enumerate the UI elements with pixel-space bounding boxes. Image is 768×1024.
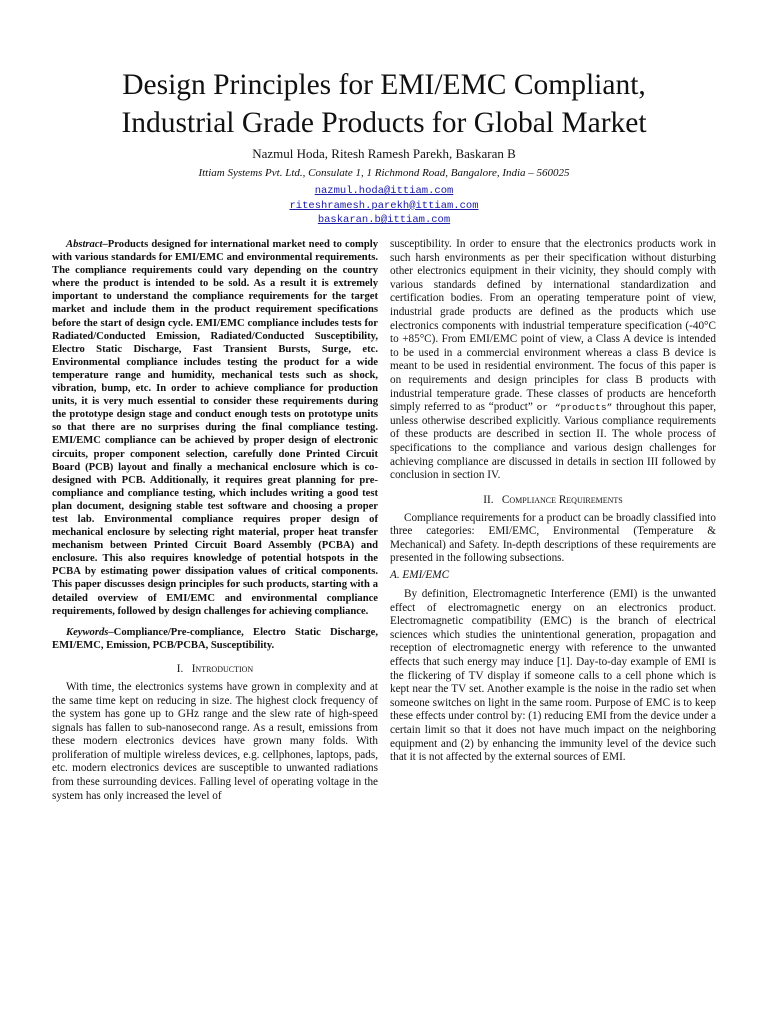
left-column <box>52 238 378 803</box>
section-number: II. <box>483 493 494 506</box>
keywords <box>52 626 378 652</box>
emi-emc-paragraph: By definition, Electromagnetic Interference (EMI) is the unwanted effect of electromagnetic energy on an electronics product. Electromagnetic compatibility (EMC) is the branch of electrical sciences which studies the unintentional generation, propagation and reception of electromagnetic energy with reference to the unwanted effects that such energy may induce [1]. Day-to-day example of EMI is the flickering of TV display if someone calls to a cell phone which is kept near the TV set. Another example is the noise in the radio set when someone switches on light in the same room. Purpose of EMC is to keep these effects under control by: (1) reducing EMI from the device under a certain limit so that it does not have much impact on the neighboring equipment and (2) by enhancing the immunity level of the device such that it is not affected by the external sources of EMI. <box>390 588 716 764</box>
intro-cont-part-b: throughout this paper, unless otherwise described explicitly. Various compliance requirements of these products are described in section II. The whole process of specifications to the compliance and various design challenges for achieving compliance are discussed in details in section III followed by conclusion in section IV. <box>390 401 716 482</box>
compliance-paragraph: Compliance requirements for a product can be broadly classified into three categories: EMI/EMC, Environmental (Temperature & Mechanical) and Safety. In-depth descriptions of these requirements are presented in the following subsections. <box>390 511 716 565</box>
subsection-heading-emi-emc: A. EMI/EMC <box>390 569 450 582</box>
title-line-1: Design Principles for EMI/EMC Compliant, <box>122 69 646 101</box>
intro-paragraph: With time, the electronics systems have grown in complexity and at the same time kept on reducing in size. The highest clock frequency of the system has gone up to GHz range and the slew rate of high-speed signals has fallen to sub-nanosecond range. As a result, emissions from these modern electronics devices have grown many folds. With proliferation of multiple wireless devices, e.g. cellphones, laptops, pads, etc. modern electronics devices are susceptible to unwanted radiations from these surrounding devices. Falling level of operating voltage in the system has only increased the level of <box>52 680 378 802</box>
keywords-label: Keywords <box>66 626 109 638</box>
affiliation: Ittiam Systems Pvt. Ltd., Consulate 1, 1 Richmond Road, Bangalore, India – 560025 <box>198 167 570 179</box>
email-list <box>40 184 728 228</box>
email-link-baskaran[interactable]: baskaran.b@ittiam.com <box>317 214 451 226</box>
section-title: Introduction <box>191 662 254 675</box>
abstract-label: Abstract <box>66 239 103 250</box>
paper-title <box>40 66 728 142</box>
intro-cont-part-a: susceptibility. In order to ensure that the electronics products work in such harsh environments as per their specification without disturbing other electronics equipment in their vicinity, they should comply with various standards defined by international standardization and certification bodies. From an operating temperature point of view, industrial grade products are defined as the products which use electronics components with industrial temperature specification (-40°C to +85°C). From EMI/EMC point of view, a Class A device is intended to be used in a commercial environment whereas a class B device is meant to be used in residential environment. The focus of this paper is on requirements and design principles for class B products with industrial temperature grade. These classes of products are henceforth simply referred to as “product” <box>390 238 716 414</box>
intro-cont-products: or “products” <box>536 402 613 414</box>
author-list: Nazmul Hoda, Ritesh Ramesh Parekh, Baskaran B <box>252 146 516 161</box>
section-number: I. <box>176 662 184 675</box>
section-heading-introduction <box>52 662 378 676</box>
email-link-hoda[interactable]: nazmul.hoda@ittiam.com <box>314 185 454 197</box>
right-column <box>390 238 716 765</box>
abstract-text: –Products designed for international market need to comply with various standards for EMI/EMC and environmental requirements. The compliance requirements could vary depending on the country where the product is intended to be sold. As a result it is extremely important to understand the compliance requirements for the target market and include them in the product requirement specifications before the start of design cycle. EMI/EMC compliance includes tests for Radiated/Conducted Emission, Radiated/Conducted Susceptibility, Electro Static Discharge, Fast Transient Bursts, Surge, etc. Environmental compliance includes testing the product for a wide temperature range and humidity, mechanical tests such as shock, vibration, bump, etc. In order to achieve compliance for production units, it is very much essential to consider these requirements during the prototype design stage and conduct enough tests on prototype units so that there are no surprises during the final compliance testing. EMI/EMC compliance can be achieved by proper design of electronic circuits, proper component selection, carefully done Printed Circuit Board (PCB) layout and finally a mechanical enclosure which is co-designed with PCB. Additionally, it requires great planning for pre-compliance and compliance testing, which includes writing a good test plan document, designing stable test software and choosing a proper test lab. Environmental compliance requires proper design of mechanical enclosure by selecting right material, proper heat transfer mechanism between Printed Circuit Board Assembly (PCBA) and enclosure. This also requires knowledge of potential hotspots in the PCBA by estimating power dissipation values of critical components. This paper discusses design principles for such products, starting with a detailed overview of EMI/EMC and environmental compliance requirements, followed by design challenges for achieving compliance. <box>52 239 378 617</box>
keywords-text: –Compliance/Pre-compliance, Electro Static Discharge, EMI/EMC, Emission, PCB/PCBA, Susceptibility. <box>52 626 378 651</box>
title-line-2: Industrial Grade Products for Global Market <box>121 107 647 139</box>
intro-paragraph-continued <box>390 238 716 483</box>
section-heading-compliance <box>390 493 716 507</box>
section-title: Compliance Requirements <box>501 493 623 506</box>
abstract <box>52 238 378 618</box>
email-link-parekh[interactable]: riteshramesh.parekh@ittiam.com <box>289 199 479 212</box>
